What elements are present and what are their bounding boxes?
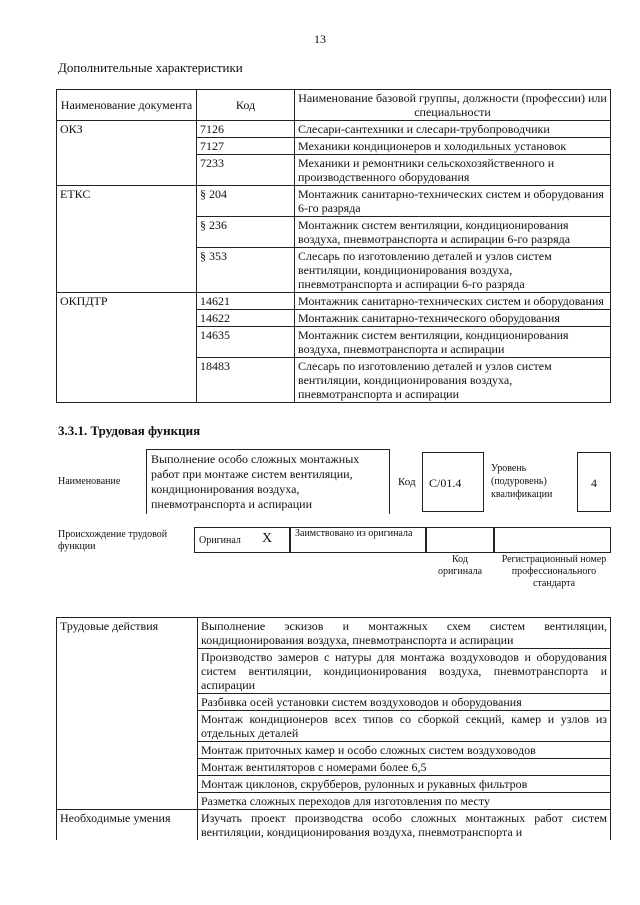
actions-spacer bbox=[57, 694, 198, 711]
table-row bbox=[57, 138, 611, 155]
code-cell: 7126 bbox=[197, 121, 295, 138]
action-item: Монтаж приточных камер и особо сложных систем воздуховодов bbox=[198, 742, 611, 759]
action-item: Разметка сложных переходов для изготовления по месту bbox=[198, 793, 611, 810]
table-row bbox=[57, 793, 611, 810]
function-code-box: C/01.4 bbox=[422, 452, 484, 512]
table-row bbox=[57, 742, 611, 759]
action-item: Разбивка осей установки систем воздуховодов и оборудования bbox=[198, 694, 611, 711]
level-box: 4 bbox=[577, 452, 611, 512]
table-row bbox=[57, 217, 611, 248]
code-cell: 7233 bbox=[197, 155, 295, 186]
code-cell: § 204 bbox=[197, 186, 295, 217]
function-name-label: Наименование bbox=[58, 476, 121, 487]
table-row bbox=[57, 293, 611, 310]
table-row bbox=[57, 776, 611, 793]
origin-original-label: Оригинал bbox=[199, 535, 241, 546]
doc-okpdtr: ОКПДТР bbox=[57, 293, 197, 310]
origin-borrowed-label: Заимствовано из оригинала bbox=[295, 528, 413, 539]
name-cell: Слесарь по изготовлению деталей и узлов систем вентиляции, кондиционирования воздуха, пневмотранспорта и аспирации bbox=[295, 358, 611, 403]
doc-spacer bbox=[57, 217, 197, 248]
action-item: Монтаж кондиционеров всех типов со сборкой секций, камер и узлов из отдельных деталей bbox=[198, 711, 611, 742]
actions-spacer bbox=[57, 742, 198, 759]
origin-reg-box bbox=[494, 527, 611, 553]
name-cell: Слесари-сантехники и слесари-трубопроводчики bbox=[295, 121, 611, 138]
doc-spacer bbox=[57, 358, 197, 403]
name-cell: Монтажник систем вентиляции, кондиционирования воздуха, пневмотранспорта и аспирации 6-го разряда bbox=[295, 217, 611, 248]
header-document: Наименование документа bbox=[57, 90, 197, 121]
header-code: Код bbox=[197, 90, 295, 121]
doc-spacer bbox=[57, 327, 197, 358]
actions-table bbox=[56, 617, 611, 840]
section-heading: Дополнительные характеристики bbox=[58, 60, 243, 75]
function-title: 3.3.1. Трудовая функция bbox=[58, 423, 201, 438]
code-cell: § 353 bbox=[197, 248, 295, 293]
name-cell: Монтажник систем вентиляции, кондиционирования воздуха, пневмотранспорта и аспирации bbox=[295, 327, 611, 358]
table-row bbox=[57, 810, 611, 841]
code-cell: 14622 bbox=[197, 310, 295, 327]
header-name: Наименование базовой группы, должности (профессии) или специальности bbox=[295, 90, 611, 121]
actions-label: Трудовые действия bbox=[57, 618, 198, 649]
name-cell: Монтажник санитарно-технических систем и оборудования 6-го разряда bbox=[295, 186, 611, 217]
origin-label: Происхождение трудовой функции bbox=[58, 529, 168, 552]
actions-spacer bbox=[57, 711, 198, 742]
level-label: Уровень (подуровень) квалификации bbox=[491, 463, 553, 500]
code-cell: 18483 bbox=[197, 358, 295, 403]
skill-item: Изучать проект производства особо сложных монтажных работ систем вентиляции, кондиционирования воздуха, пневмотранспорта и bbox=[198, 810, 611, 841]
code-cell: 7127 bbox=[197, 138, 295, 155]
origin-original-mark: X bbox=[262, 531, 273, 546]
origin-reg-caption: Регистрационный номер профессионального стандарта bbox=[501, 554, 607, 589]
action-item: Монтаж циклонов, скрубберов, рулонных и рукавных фильтров bbox=[198, 776, 611, 793]
action-item: Выполнение эскизов и монтажных схем систем вентиляции, кондиционирования воздуха, пневмотранспорта и аспирации bbox=[198, 618, 611, 649]
name-cell: Монтажник санитарно-технического оборудования bbox=[295, 310, 611, 327]
table-row bbox=[57, 155, 611, 186]
origin-code-box bbox=[426, 527, 494, 553]
code-cell: 14621 bbox=[197, 293, 295, 310]
name-cell: Монтажник санитарно-технических систем и оборудования bbox=[295, 293, 611, 310]
actions-spacer bbox=[57, 759, 198, 776]
actions-spacer bbox=[57, 649, 198, 694]
doc-spacer bbox=[57, 155, 197, 186]
doc-spacer bbox=[57, 138, 197, 155]
table-row bbox=[57, 711, 611, 742]
actions-spacer bbox=[57, 776, 198, 793]
table-row bbox=[57, 121, 611, 138]
table-row bbox=[57, 358, 611, 403]
doc-etks: ЕТКС bbox=[57, 186, 197, 217]
name-cell: Механики и ремонтники сельскохозяйственного и производственного оборудования bbox=[295, 155, 611, 186]
table-row bbox=[57, 186, 611, 217]
doc-spacer bbox=[57, 248, 197, 293]
name-cell: Механики кондиционеров и холодильных установок bbox=[295, 138, 611, 155]
actions-spacer bbox=[57, 793, 198, 810]
code-cell: § 236 bbox=[197, 217, 295, 248]
table-header-row bbox=[57, 90, 611, 121]
table-row bbox=[57, 310, 611, 327]
function-code-label: Код bbox=[398, 476, 416, 488]
skills-label: Необходимые умения bbox=[57, 810, 198, 841]
table-row bbox=[57, 649, 611, 694]
doc-spacer bbox=[57, 310, 197, 327]
function-name-box: Выполнение особо сложных монтажных работ при монтаже систем вентиляции, кондиционирования воздуха, пневмотранспорта и аспирации bbox=[146, 449, 390, 514]
page-number: 13 bbox=[314, 32, 326, 46]
code-cell: 14635 bbox=[197, 327, 295, 358]
name-cell: Слесарь по изготовлению деталей и узлов систем вентиляции, кондиционирования воздуха, пневмотранспорта и аспирации 6-го разряда bbox=[295, 248, 611, 293]
origin-code-caption: Код оригинала bbox=[437, 554, 483, 577]
action-item: Производство замеров с натуры для монтажа воздуховодов и оборудования систем вентиляции, кондиционирования воздуха, пневмотранспорта и аспирации bbox=[198, 649, 611, 694]
table-row bbox=[57, 248, 611, 293]
table-row bbox=[57, 759, 611, 776]
table-row bbox=[57, 618, 611, 649]
table-row bbox=[57, 327, 611, 358]
characteristics-table bbox=[56, 89, 611, 403]
action-item: Монтаж вентиляторов с номерами более 6,5 bbox=[198, 759, 611, 776]
table-row bbox=[57, 694, 611, 711]
doc-okz: ОКЗ bbox=[57, 121, 197, 138]
